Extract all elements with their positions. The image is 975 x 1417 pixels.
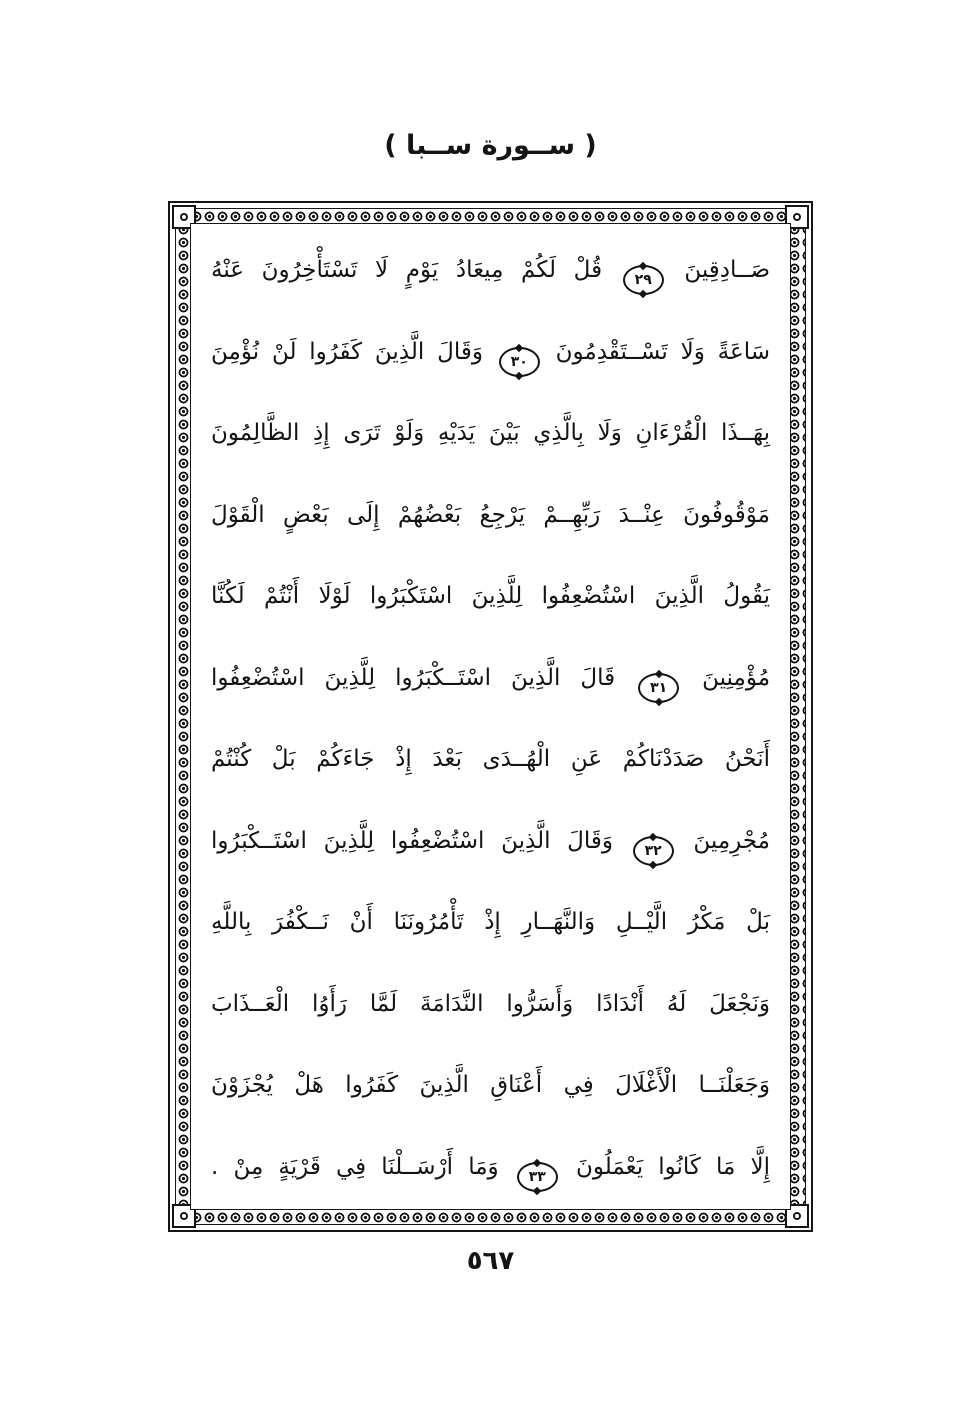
quran-line [211,556,770,638]
ayah-end-medallion [633,836,674,866]
ayah-number: ٣٠ [510,353,528,370]
ayah-end-medallion [638,673,679,703]
ayah-number: ٢٩ [634,272,652,288]
quran-line [211,882,770,964]
verse-text: إِلَّا مَا كَانُوا يَعْمَلُونَ [575,1153,770,1180]
quran-line [211,475,770,557]
page-number: ٥٦٧ [466,1246,515,1276]
verse-text: وَقَالَ الَّذِينَ كَفَرُوا لَنْ نُؤْمِنَ [211,338,483,365]
ayah-end-medallion [623,265,664,295]
verse-text: مَوْقُوفُونَ عِنْــدَ رَبِّهِــمْ يَرْجِعُ بَعْضُهُمْ إِلَى بَعْضٍ الْقَوْلَ [211,501,770,528]
verse-text: مُجْرِمِينَ [693,827,771,854]
verse-text: صَــادِقِينَ [684,257,771,283]
ayah-end-medallion [517,1162,558,1192]
quran-line [211,1127,770,1209]
verse-text: وَمَا أَرْسَــلْنَا فِي قَرْيَةٍ مِنْ . [211,1153,499,1180]
ayah-number: ٣١ [650,679,668,696]
verse-text: وَنَجْعَلَ لَهُ أَنْدَادًا وَأَسَرُّوا النَّدَامَةَ لَمَّا رَأَوُا الْعَــذَابَ [211,990,770,1017]
verse-text: بِهَــذَا الْقُرْءَانِ وَلَا بِالَّذِي بَيْنَ يَدَيْهِ وَلَوْ تَرَى إِذِ الظَّالِمُونَ [211,420,770,446]
verse-text: مُؤْمِنِينَ [702,664,771,691]
page-frame [168,201,813,1232]
verse-text: وَجَعَلْنَــا الْأَغْلَالَ فِي أَعْنَاقِ الَّذِينَ كَفَرُوا هَلْ يُجْزَوْنَ [211,1072,770,1098]
verse-text: يَقُولُ الَّذِينَ اسْتُضْعِفُوا لِلَّذِينَ اسْتَكْبَرُوا لَوْلَا أَنْتُمْ لَكُنَّا [211,583,770,609]
verse-text: قُلْ لَكُمْ مِيعَادُ يَوْمٍ لَا تَسْتَأْخِرُونَ عَنْهُ [211,257,603,283]
ayah-number: ٣٢ [644,842,662,859]
quran-line [211,230,770,312]
quran-line [211,1045,770,1127]
quran-line [211,638,770,720]
verse-text: قَالَ الَّذِينَ اسْتَــكْبَرُوا لِلَّذِينَ اسْتُضْعِفُوا [211,664,616,691]
quran-text-area [190,223,791,1210]
surah-header: ( ســورة ســبا ) [384,130,597,161]
verse-text: سَاعَةً وَلَا تَسْــتَقْدِمُونَ [555,338,771,365]
ayah-end-medallion [499,347,540,377]
quran-line [211,393,770,475]
verse-text: بَلْ مَكْرُ الَّيْــلِ وَالنَّهَــارِ إِذْ تَأْمُرُونَنَا أَنْ نَــكْفُرَ بِاللَّهِ [211,909,770,935]
verse-text: أَنَحْنُ صَدَدْنَاكُمْ عَنِ الْهُــدَى بَعْدَ إِذْ جَاءَكُمْ بَلْ كُنْتُمْ [211,746,770,772]
verse-text: وَقَالَ الَّذِينَ اسْتُضْعِفُوا لِلَّذِينَ اسْتَــكْبَرُوا [211,827,613,854]
ayah-number: ٣٣ [528,1168,546,1185]
quran-line [211,964,770,1046]
quran-line [211,719,770,801]
quran-line [211,312,770,394]
quran-line [211,801,770,883]
